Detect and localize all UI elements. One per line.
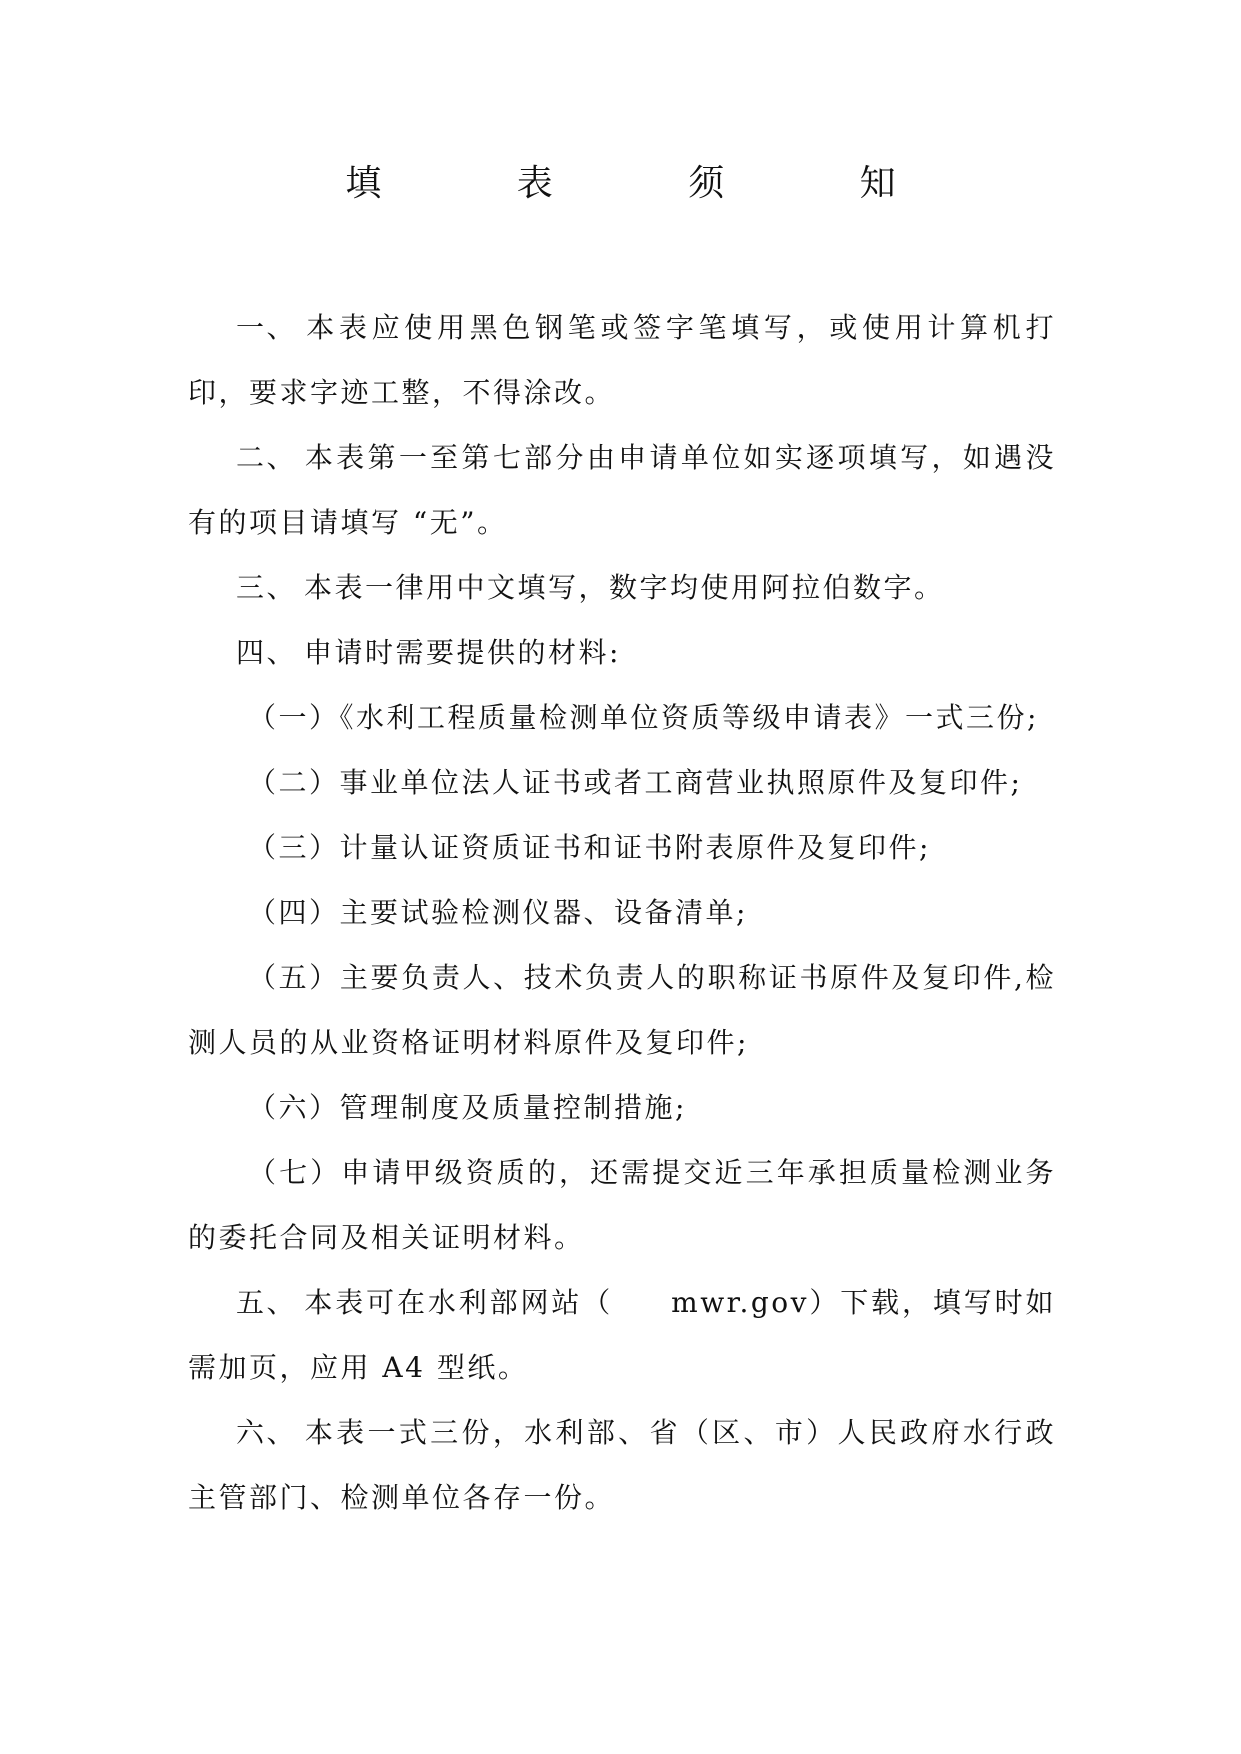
section-number: 四、 [236, 636, 298, 669]
section-text: 本表一式三份，水利部、省（区、市）人民政府水行政主管部门、检测单位各存一份。 [188, 1416, 1056, 1514]
section-text: 本表应使用黑色钢笔或签字笔填写，或使用计算机打印，要求字迹工整，不得涂改。 [188, 311, 1056, 409]
section-number: 一、 [236, 311, 298, 344]
instructions-body [188, 295, 1056, 1530]
section-text: 本表一律用中文填写，数字均使用阿拉伯数字。 [304, 571, 945, 604]
section-text: 申请时需要提供的材料: [304, 636, 621, 669]
section-4 [188, 620, 1056, 685]
material-item: （二）事业单位法人证书或者工商营业执照原件及复印件; [248, 766, 1023, 799]
section-number: 五、 [236, 1286, 298, 1319]
material-item: （五）主要负责人、技术负责人的职称证书原件及复印件,检测人员的从业资格证明材料原件及复印件; [188, 961, 1056, 1059]
section-6 [188, 1400, 1056, 1530]
section-number: 三、 [236, 571, 298, 604]
section-1 [188, 295, 1056, 425]
section-3 [188, 555, 1056, 620]
material-item: （六）管理制度及质量控制措施; [248, 1091, 687, 1124]
section-5 [188, 1270, 1056, 1400]
material-item: （四）主要试验检测仪器、设备清单; [248, 896, 748, 929]
material-item: （七）申请甲级资质的，还需提交近三年承担质量检测业务的委托合同及相关证明材料。 [188, 1156, 1056, 1254]
section-2 [188, 425, 1056, 555]
section-number: 二、 [236, 441, 298, 474]
section-number: 六、 [236, 1416, 298, 1449]
material-item: （三）计量认证资质证书和证书附表原件及复印件; [248, 831, 931, 864]
section-text: 本表第一至第七部分由申请单位如实逐项填写，如遇没有的项目请填写 “无”。 [188, 441, 1056, 539]
section-text: 本表可在水利部网站（ [304, 1286, 614, 1319]
website-text: mwr.gov [671, 1286, 809, 1319]
page-title: 填 表 须 知 [345, 163, 958, 204]
material-item: （一）《水利工程质量检测单位资质等级申请表》一式三份; [248, 701, 1039, 734]
section-text: ）下载，填写时如需加页，应用 A4 型纸。 [188, 1286, 1056, 1384]
